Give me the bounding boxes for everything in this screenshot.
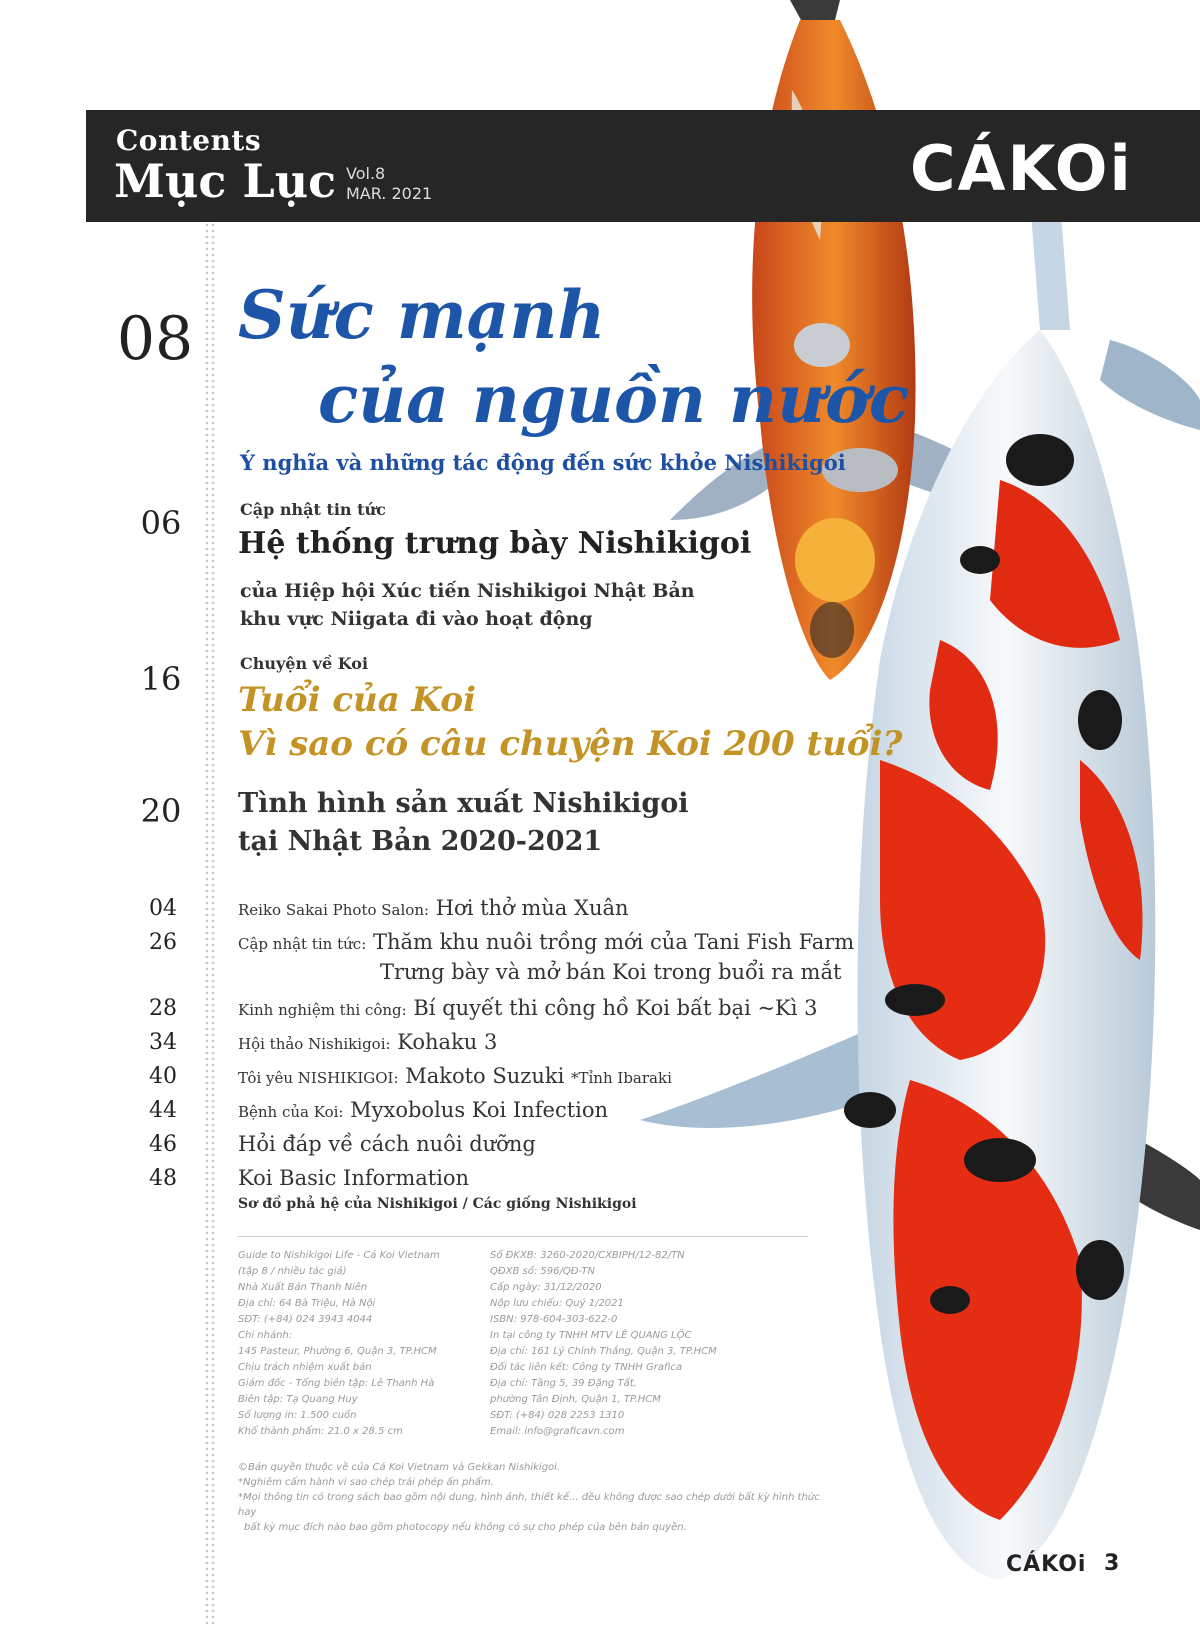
page-number: 3 [1104, 1551, 1120, 1576]
toc-entry-label: Tôi yêu NISHIKIGOI: [238, 1069, 399, 1087]
toc-entry-title: Trưng bày và mở bán Koi trong buổi ra mắt [380, 960, 842, 984]
toc-entry-label: Cập nhật tin tức: [238, 935, 367, 953]
toc-title: Tình hình sản xuất Nishikigoi [238, 788, 689, 819]
toc-entry [238, 996, 818, 1020]
toc-page-number: 04 [149, 896, 177, 921]
toc-entry-title: Hơi thở mùa Xuân [435, 896, 629, 920]
toc-title: tại Nhật Bản 2020-2021 [238, 826, 603, 857]
toc-page-number: 44 [149, 1098, 177, 1123]
feature-title-line1: Sức mạnh [238, 276, 606, 354]
dotted-column-rule [204, 222, 216, 1626]
toc-entry-title: Bí quyết thi công hồ Koi bất bại ~Kì 3 [413, 996, 818, 1020]
toc-entry-title: Hỏi đáp về cách nuôi dưỡng [238, 1132, 536, 1156]
toc-page-number: 20 [140, 792, 182, 830]
colophon-divider [238, 1236, 808, 1237]
issue-date: MAR. 2021 [346, 184, 433, 203]
contents-label-en: Contents [116, 124, 262, 157]
contents-label-vi: Mục Lục [114, 154, 337, 208]
toc-page-number: 06 [140, 504, 182, 542]
toc-entry [238, 896, 629, 920]
toc-subtitle: của Hiệp hội Xúc tiến Nishikigoi Nhật Bản [240, 580, 695, 602]
footer-logo: CÁKOi [1006, 1552, 1087, 1577]
toc-entry-title: Kohaku 3 [397, 1030, 498, 1054]
toc-entry-label: Kinh nghiệm thi công: [238, 1001, 407, 1019]
toc-page-number: 28 [149, 996, 177, 1021]
toc-page-number: 40 [149, 1064, 177, 1089]
toc-entry-title: Myxobolus Koi Infection [350, 1098, 609, 1122]
cakoi-logo: CÁKOi [910, 132, 1133, 205]
toc-entry [238, 1030, 497, 1054]
toc-page-number: 46 [149, 1132, 177, 1157]
toc-kicker: Chuyện về Koi [240, 654, 369, 673]
toc-entry-title: Makoto Suzuki [405, 1064, 565, 1088]
colophon-right: Số ĐKXB: 3260-2020/CXBIPH/12-82/TN QĐXB số: 596/QĐ-TN Cấp ngày: 31/12/2020 Nộp lưu chiểu: Quý 1/2021 ISBN: 978-604-303-622-0 In tại công ty TNHH MTV LÊ QUANG LỘC Địa chỉ: 161 Lý Chính Thắng, Quận 3, TP.HCM Đối tác liên kết: Công ty TNHH Grafica Địa chỉ: Tầng 5, 39 Đặng Tất, phường Tân Định, Quận 1, TP.HCM SĐT: (+84) 028 2253 1310 Email: info@graficavn.com [490, 1250, 717, 1437]
toc-entry-sub: Sơ đồ phả hệ của Nishikigoi / Các giống Nishikigoi [238, 1196, 637, 1212]
colophon-left: Guide to Nishikigoi Life - Cá Koi Vietnam (tập 8 / nhiều tác giả) Nhà Xuất Bản Thanh Niên Địa chỉ: 64 Bà Triệu, Hà Nội SĐT: (+84) 024 3943 4044 Chi nhánh: 145 Pasteur, Phường 6, Quận 3, TP.HCM Chịu trách nhiệm xuất bản Giám đốc - Tổng biên tập: Lê Thanh Hà Biên tập: Tạ Quang Huy Số lượng in: 1.500 cuốn Khổ thành phẩm: 21.0 x 28.5 cm [238, 1250, 440, 1437]
toc-title: Vì sao có câu chuyện Koi 200 tuổi? [238, 724, 903, 764]
toc-entry-label: Hội thảo Nishikigoi: [238, 1035, 391, 1053]
feature-subtitle: Ý nghĩa và những tác động đến sức khỏe Nishikigoi [240, 450, 846, 475]
copyright-notice: ©Bản quyền thuộc về của Cá Koi Vietnam và Gekkan Nishikigoi. *Nghiêm cấm hành vi sao chép trái phép ấn phẩm. *Mọi thông tin có trong sách bao gồm nội dung, hình ảnh, thiết kế... đều không được sao chép dưới bất kỳ hình thức hay bất kỳ mục đích nào bao gồm photocopy nếu không có sự cho phép của bên bản quyền. [238, 1462, 820, 1533]
toc-entry-note: *Tỉnh Ibaraki [571, 1069, 672, 1087]
toc-entry [238, 1064, 672, 1088]
toc-entry [238, 930, 854, 954]
toc-kicker: Cập nhật tin tức [240, 500, 386, 519]
toc-title: Tuổi của Koi [238, 680, 477, 720]
toc-page-number: 26 [149, 930, 177, 955]
toc-entry [238, 1098, 608, 1122]
toc-title: Hệ thống trưng bày Nishikigoi [238, 526, 752, 561]
toc-subtitle: khu vực Niigata đi vào hoạt động [240, 608, 593, 630]
toc-entry-label: Bệnh của Koi: [238, 1103, 344, 1121]
toc-entry-title: Thăm khu nuôi trồng mới của Tani Fish Farm [372, 930, 855, 954]
toc-page-number: 48 [149, 1166, 177, 1191]
toc-entry-label: Reiko Sakai Photo Salon: [238, 901, 430, 919]
volume-label: Vol.8 [346, 164, 386, 183]
feature-page-number: 08 [116, 304, 194, 374]
toc-page-number: 16 [140, 660, 182, 698]
toc-page-number: 34 [149, 1030, 177, 1055]
feature-title-line2: của nguồn nước [318, 360, 910, 438]
toc-entry-title: Koi Basic Information [238, 1166, 470, 1190]
